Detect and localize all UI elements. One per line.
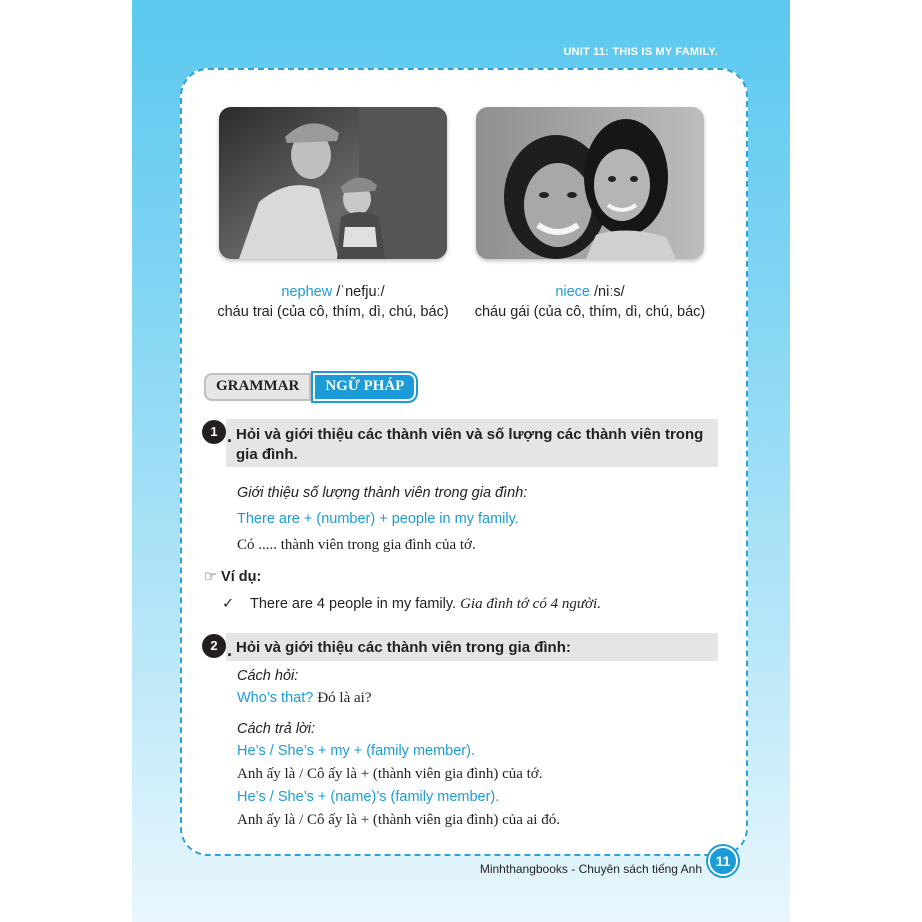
checkmark-icon: ✓ bbox=[222, 596, 235, 612]
man-and-boy-photo bbox=[219, 107, 447, 259]
answer-1-vietnamese: Anh ấy là / Cô ấy là + (thành viên gia đình) của tớ. bbox=[237, 766, 543, 782]
example-heading bbox=[204, 569, 261, 585]
answer-label: Cách trả lời: bbox=[237, 721, 316, 737]
section-1-pattern: There are + (number) + people in my family. bbox=[237, 511, 519, 527]
answer-2-vietnamese: Anh ấy là / Cô ấy là + (thành viên gia đình) của ai đó. bbox=[237, 812, 560, 828]
vocab-word: niece bbox=[555, 284, 590, 300]
section-1-title: Hỏi và giới thiệu các thành viên và số lượng các thành viên trong gia đình. bbox=[236, 426, 704, 463]
grammar-heading bbox=[204, 373, 416, 401]
grammar-label: GRAMMAR bbox=[204, 373, 311, 401]
example-text: There are 4 people in my family. bbox=[250, 596, 457, 612]
example-translation: Gia đình tớ có 4 người. bbox=[460, 596, 601, 612]
section-2-title: Hỏi và giới thiệu các thành viên trong gia đình: bbox=[236, 639, 571, 656]
ask-english: Who’s that? bbox=[237, 690, 314, 706]
answer-1-english: He’s / She’s + my + (family member). bbox=[237, 743, 475, 759]
section-1-intro: Giới thiệu số lượng thành viên trong gia đình: bbox=[237, 485, 528, 501]
niece-caption bbox=[460, 282, 720, 322]
page-number: 11 bbox=[708, 846, 738, 876]
ask-line bbox=[237, 689, 371, 707]
vocab-meaning: cháu gái (của cô, thím, dì, chú, bác) bbox=[474, 304, 706, 320]
publisher-footer: Minhthangbooks - Chuyên sách tiếng Anh bbox=[479, 862, 702, 876]
woman-and-girl-photo bbox=[476, 107, 704, 259]
section-2-number: 2 . bbox=[202, 634, 226, 658]
unit-header: UNIT 11: THIS IS MY FAMILY. bbox=[563, 46, 718, 58]
ngu-phap-label: NGỮ PHÁP bbox=[313, 373, 416, 401]
example-heading-label: Ví dụ: bbox=[221, 569, 262, 585]
nephew-caption bbox=[203, 282, 463, 322]
ask-label: Cách hỏi: bbox=[237, 668, 299, 684]
vocab-word: nephew bbox=[281, 284, 333, 300]
vocab-ipa: /ˈnefjuː/ bbox=[336, 284, 385, 300]
example-line bbox=[222, 595, 601, 613]
section-1-number: 1 . bbox=[202, 420, 226, 444]
vocab-ipa: /niːs/ bbox=[594, 284, 625, 300]
answer-2-english: He’s / She’s + (name)’s (family member). bbox=[237, 789, 500, 805]
hand-pointer-icon: ☞ bbox=[204, 569, 217, 585]
vocab-meaning: cháu trai (của cô, thím, dì, chú, bác) bbox=[217, 304, 449, 320]
ask-vietnamese: Đó là ai? bbox=[317, 690, 372, 706]
section-1-translation: Có ..... thành viên trong gia đình của tớ. bbox=[237, 537, 476, 553]
